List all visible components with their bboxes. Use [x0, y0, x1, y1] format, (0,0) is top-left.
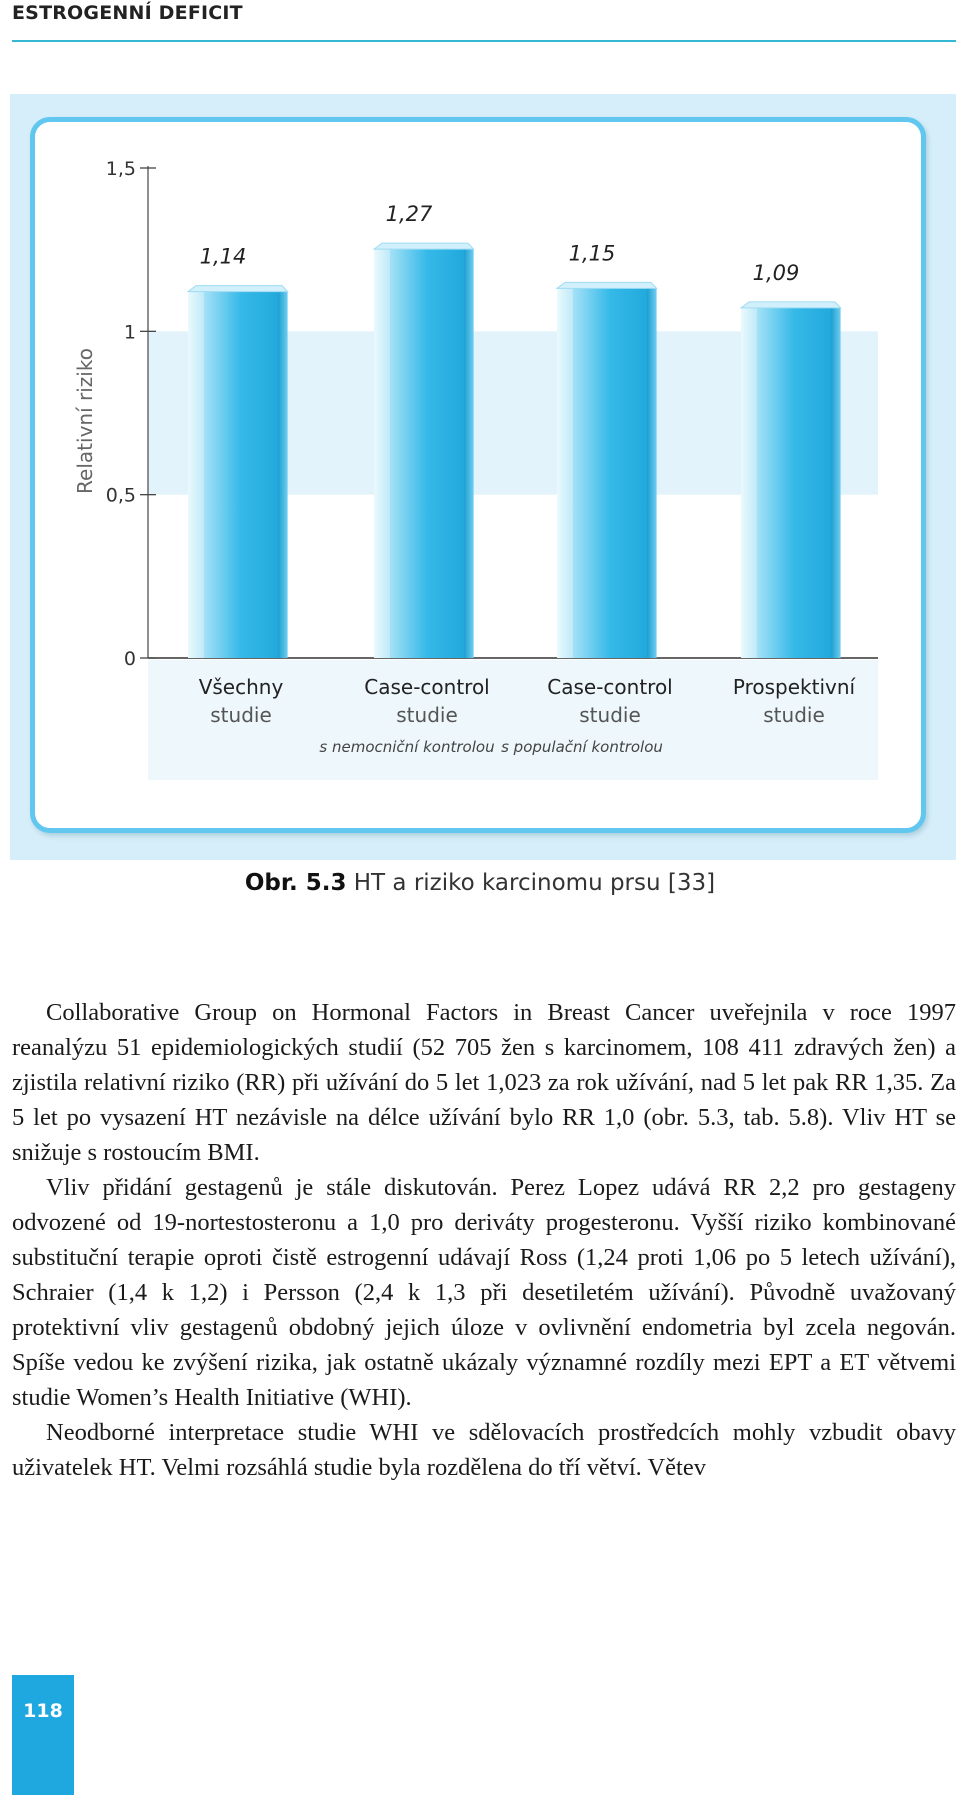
category-label: Case-control: [547, 675, 673, 699]
bar-front-face: [573, 288, 647, 658]
figure-caption: [0, 870, 960, 896]
category-note: s nemocniční kontrolou: [319, 738, 495, 756]
caption-label: Obr. 5.3: [244, 870, 347, 896]
bar-left-face: [374, 249, 390, 658]
bar-front-face: [390, 249, 464, 658]
category-note: s populační kontrolou: [501, 738, 663, 756]
running-head: ESTROGENNÍ DEFICIT: [12, 2, 243, 24]
paragraph: Neodborné interpretace studie WHI ve sdělovacích prostředcích mohly vzbudit obavy uživatelek HT. Velmi rozsáhlá studie byla rozdělena do tří větví. Větev: [12, 1419, 956, 1481]
body-text: [12, 995, 956, 1485]
bar: [374, 243, 474, 658]
bar-right-face: [831, 308, 841, 658]
category-sublabel: studie: [763, 703, 825, 727]
y-tick-label: 0,5: [105, 484, 136, 507]
bar-value-label: 1,09: [752, 260, 800, 285]
bar-value-label: 1,14: [199, 244, 247, 269]
bar-top-face: [557, 282, 657, 288]
category-label: Všechny: [198, 675, 284, 699]
bar-chart: [0, 0, 960, 860]
bar-value-label: 1,27: [385, 202, 433, 227]
paragraph: Vliv přidání gestagenů je stále diskutován. Perez Lopez udává RR 2,2 pro gestageny odvozené od 19-nortestosteronu a 1,0 pro deriváty progesteronu. Vyšší riziko kombinované substituční terapie oproti čistě estrogenní udávají Ross (1,24 proti 1,06 po 5 letech užívání), Schraier (1,4 k 1,2) i Persson (2,4 k 1,3 při desetiletém užívání). Původně uvažovaný protektivní vliv gestagenů obdobný jejich úloze v ovlivnění endometria byl zcela negován. Spíše vedou ke zvýšení rizika, jak ostatně ukázaly významné rozdíly mezi EPT a ET větvemi studie Women’s Health Initiative (WHI).: [12, 1174, 956, 1411]
category-sublabel: studie: [396, 703, 458, 727]
bar-right-face: [278, 292, 288, 658]
caption-text: HT a riziko karcinomu prsu [33]: [353, 870, 716, 896]
bar-top-face: [374, 243, 474, 249]
bar-right-face: [647, 288, 657, 658]
bar-front-face: [204, 292, 278, 658]
bar-top-face: [741, 302, 841, 308]
bar: [741, 302, 841, 658]
page-tab: [12, 1675, 74, 1795]
y-tick-label: 0: [123, 648, 136, 670]
bar-value-label: 1,15: [568, 241, 616, 266]
bar-front-face: [757, 308, 831, 658]
y-tick-label: 1: [123, 321, 136, 344]
bar: [188, 286, 288, 658]
page-number: 118: [23, 1700, 63, 1722]
category-sublabel: studie: [579, 703, 641, 727]
bar-left-face: [557, 288, 573, 658]
category-sublabel: studie: [210, 703, 272, 727]
bar-left-face: [188, 292, 204, 658]
bar-right-face: [464, 249, 474, 658]
bar: [557, 282, 657, 658]
paragraph: Collaborative Group on Hormonal Factors in Breast Cancer uveřejnila v roce 1997 reanalýzu 51 epidemiologických studií (52 705 žen s karcinomem, 108 411 zdravých žen) a zjistila relativní riziko (RR) při užívání do 5 let 1,023 za rok užívání, nad 5 let pak RR 1,35. Za 5 let po vysazení HT nezávisle na délce užívání bylo RR 1,0 (obr. 5.3, tab. 5.8). Vliv HT se snižuje s rostoucím BMI.: [12, 999, 956, 1166]
bar-left-face: [741, 308, 757, 658]
category-label: Case-control: [364, 675, 490, 699]
bar-top-face: [188, 286, 288, 292]
category-label: Prospektivní: [732, 675, 856, 699]
y-axis-label: Relativní riziko: [73, 348, 97, 494]
y-tick-label: 1,5: [105, 158, 136, 180]
